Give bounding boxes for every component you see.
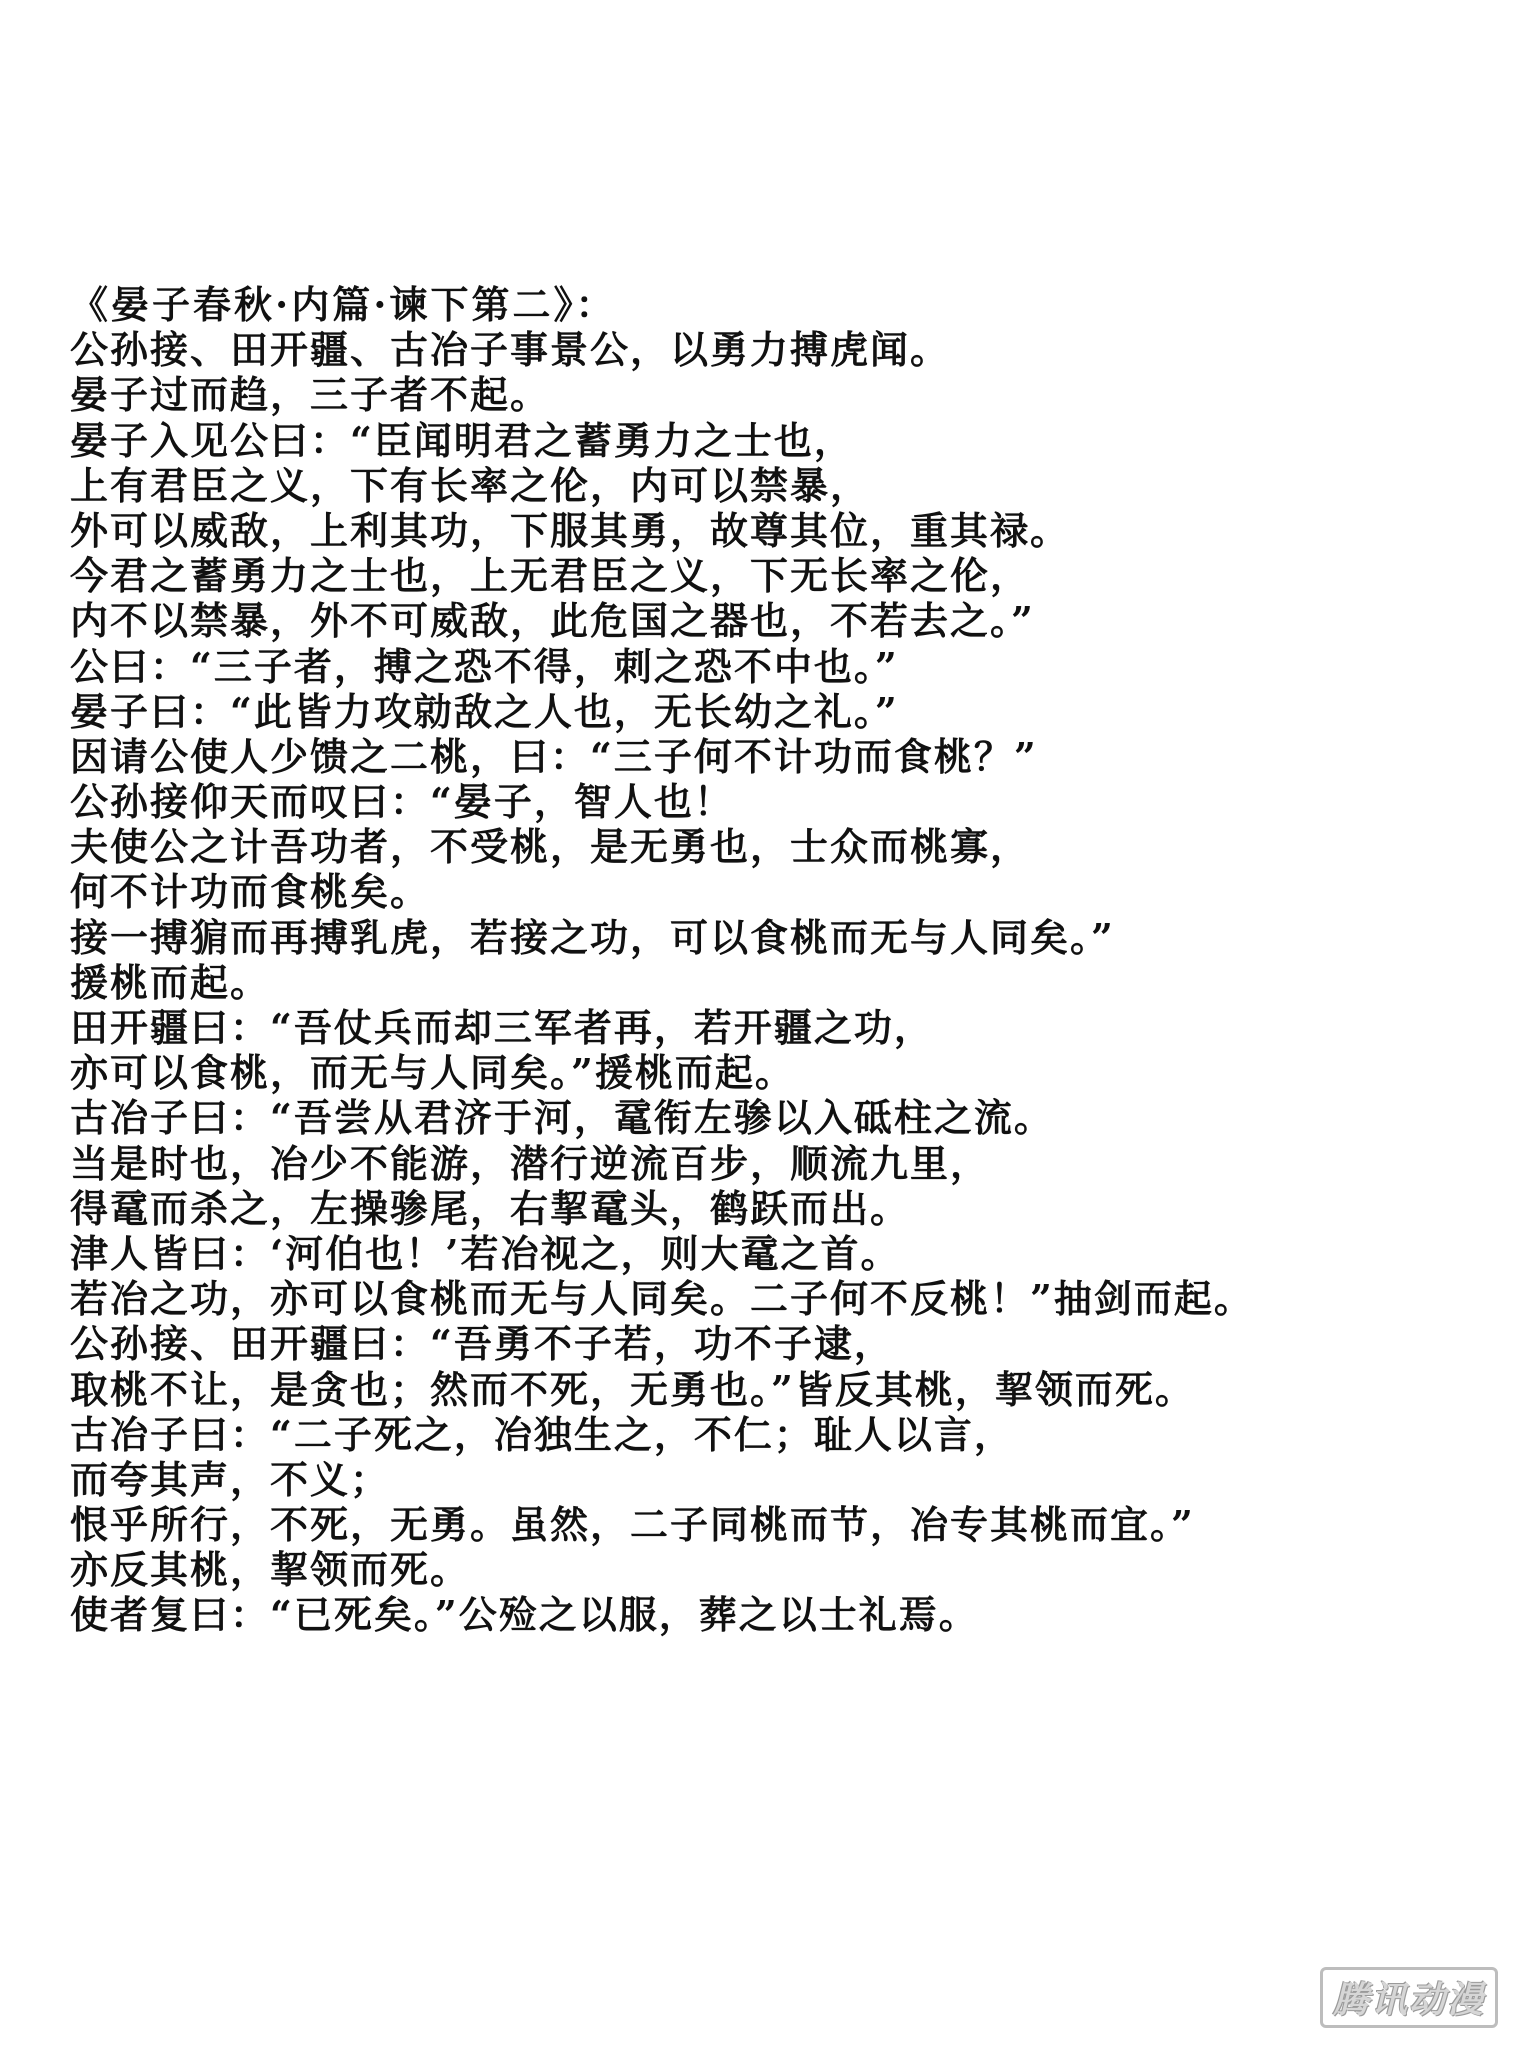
- text-line: 古冶子曰：“吾尝从君济于河，鼋衔左骖以入砥柱之流。: [70, 1095, 1054, 1141]
- text-line: 使者复曰：“已死矣。”公殓之以服，葬之以士礼焉。: [70, 1592, 979, 1638]
- text-line: 今君之蓄勇力之士也，上无君臣之义，下无长率之伦，: [70, 553, 1031, 599]
- text-line: 夫使公之计吾功者，不受桃，是无勇也，士众而桃寡，: [70, 824, 1031, 870]
- text-line: 晏子过而趋，三子者不起。: [70, 372, 551, 418]
- text-line: 若冶之功，亦可以食桃而无与人同矣。二子何不反桃！”抽剑而起。: [70, 1276, 1254, 1322]
- text-line: 公孙接、田开疆、古冶子事景公，以勇力搏虎闻。: [70, 327, 951, 373]
- text-line: 公孙接、田开疆曰：“吾勇不子若，功不子逮，: [70, 1321, 894, 1367]
- watermark-logo: 腾讯动漫: [1320, 1967, 1498, 2028]
- text-line: 援桃而起。: [70, 959, 271, 1005]
- text-line: 取桃不让，是贪也；然而不死，无勇也。”皆反其桃，挈领而死。: [70, 1366, 1195, 1412]
- text-line: 晏子曰：“此皆力攻勍敌之人也，无长幼之礼。”: [70, 688, 899, 734]
- text-line: 而夸其声，不义；: [70, 1456, 391, 1502]
- document-text: [70, 282, 1510, 1638]
- text-line: 古冶子曰：“二子死之，冶独生之，不仁；耻人以言，: [70, 1411, 1014, 1457]
- text-line: 接一搏猏而再搏乳虎，若接之功，可以食桃而无与人同矣。”: [70, 914, 1115, 960]
- text-line: 晏子入见公曰：“臣闻明君之蓄勇力之士也，: [70, 417, 854, 463]
- text-line: 何不计功而食桃矣。: [70, 869, 431, 915]
- text-line: 内不以禁暴，外不可威敌，此危国之器也，不若去之。”: [70, 598, 1035, 644]
- text-line: 公孙接仰天而叹曰：“晏子，智人也！: [70, 779, 734, 825]
- text-line: 亦反其桃，挈领而死。: [70, 1547, 471, 1593]
- text-line: 当是时也，冶少不能游，潜行逆流百步，顺流九里，: [70, 1140, 991, 1186]
- document-title: 《晏子春秋·内篇·谏下第二》：: [70, 282, 617, 327]
- text-line: 得鼋而杀之，左操骖尾，右挈鼋头，鹤跃而出。: [70, 1185, 911, 1231]
- text-line: 亦可以食桃，而无与人同矣。”援桃而起。: [70, 1050, 795, 1096]
- text-line: 津人皆曰：‘河伯也！’若冶视之，则大鼋之首。: [70, 1230, 901, 1276]
- text-line: 田开疆曰：“吾仗兵而却三军者再，若开疆之功，: [70, 1005, 934, 1050]
- text-line: 因请公使人少馈之二桃，曰：“三子何不计功而食桃？”: [70, 733, 1038, 779]
- text-line: 恨乎所行，不死，无勇。虽然，二子同桃而节，冶专其桃而宜。”: [70, 1502, 1195, 1548]
- text-line: 外可以威敌，上利其功，下服其勇，故尊其位，重其禄。: [70, 507, 1071, 553]
- text-line: 上有君臣之义，下有长率之伦，内可以禁暴，: [70, 462, 871, 508]
- text-line: 公曰：“三子者，搏之恐不得，刺之恐不中也。”: [70, 643, 899, 689]
